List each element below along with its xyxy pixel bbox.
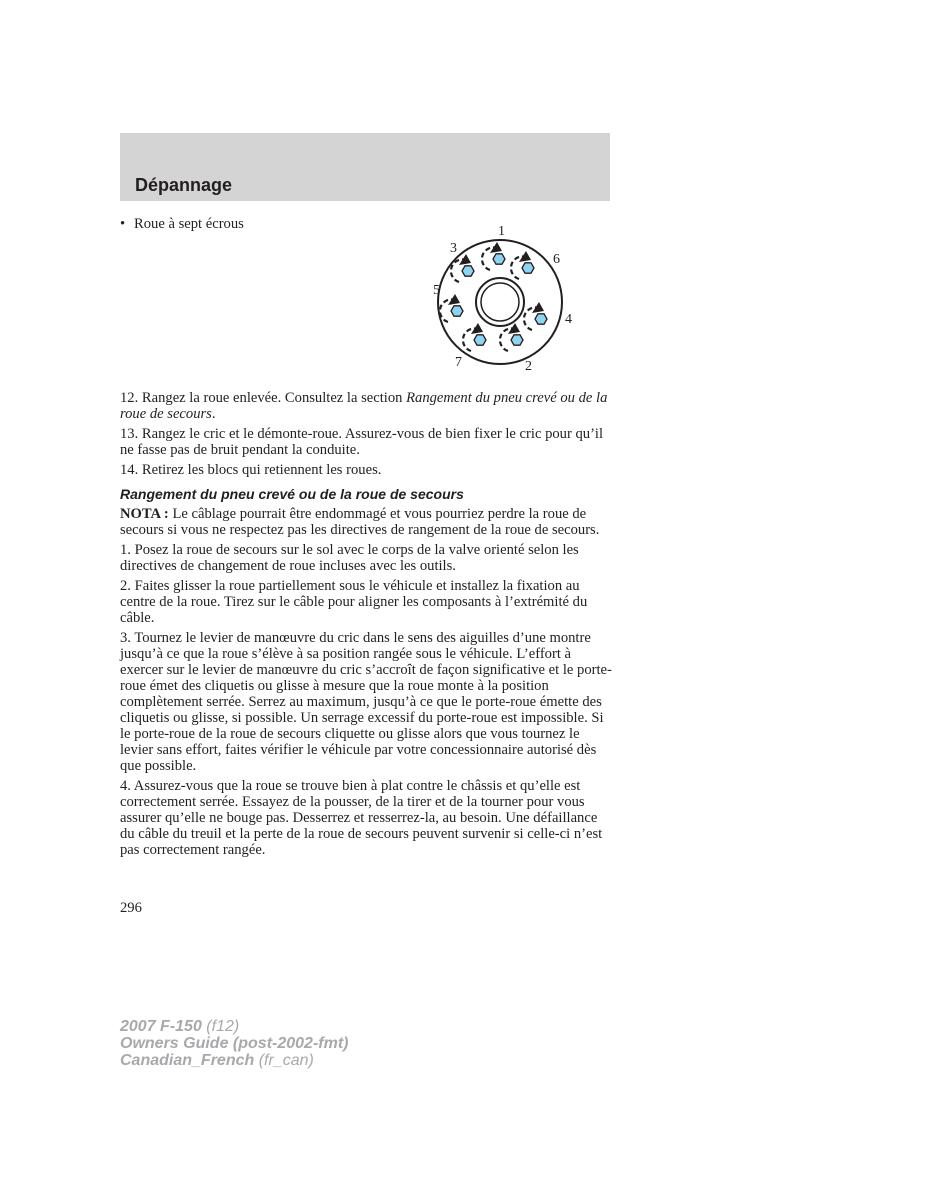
lug-nut-icon [535,314,547,324]
step-12-reference: Rangement du pneu crevé ou de la roue de secours [120,390,608,422]
storage-step-4: 4. Assurez-vous que la roue se trouve bien à plat contre le châssis et qu’elle est correctement serrée. Essayez de la pousser, de la tirer et de la tourner pour vous assurer qu’elle ne bouge pas. Desserrez et resserrez-la, au besoin. Une défaillance du câble du treuil et la perte de la roue de secours peuvent survenir si celle-ci n’est pas correctement rangée. [120,778,603,858]
arrowhead-icon [471,323,483,334]
nut-label-6: 6 [553,252,560,267]
arrowhead-icon [459,254,471,265]
footer-line-guide: Owners Guide (post-2002-fmt) [120,1035,349,1052]
step-12: 12. Rangez la roue enlevée. Consultez la section Rangement du pneu crevé ou de la roue de secours. [120,390,608,422]
bullet-item [120,216,244,232]
bullet-dot-icon: • [120,216,126,232]
nut-label-2: 2 [525,359,532,372]
bullet-text: Roue à sept écrous [134,216,244,232]
section-title: Dépannage [135,175,233,195]
lug-nut-sequence-diagram [425,222,575,372]
nut-label-3: 3 [450,241,457,256]
footer-line-locale: Canadian_French (fr_can) [120,1052,314,1069]
step-14: 14. Retirez les blocs qui retiennent les roues. [120,462,382,478]
section-header-bar [120,133,610,201]
storage-step-1: 1. Posez la roue de secours sur le sol avec le corps de la valve orienté selon les directives de changement de roue incluses avec les outils. [120,542,579,574]
arrowhead-icon [490,242,502,253]
nut-label-5: 5 [433,283,440,298]
wheel-hub-outer [476,278,524,326]
wheel-hub-inner [481,283,519,321]
lug-nut-icon [511,335,523,345]
arrowhead-icon [519,251,531,262]
lug-nut-icon [493,254,505,264]
section-subheading: Rangement du pneu crevé ou de la roue de secours [120,486,464,502]
lug-nut-icon [451,306,463,316]
storage-step-2: 2. Faites glisser la roue partiellement sous le véhicule et installez la fixation au centre de la roue. Tirez sur le câble pour aligner les composants à l’extrémité du câble. [120,578,588,626]
storage-step-3: 3. Tournez le levier de manœuvre du cric dans le sens des aiguilles d’une montre jusqu’à ce que la roue s’élève à sa position rangée sous le véhicule. L’effort à exercer sur le levier de manœuvre du cric s’accroît de façon significative et le porte-roue émet des cliquetis ou glisse à mesure que la roue monte à la position complètement serrée. Serrez au maximum, jusqu’à ce que le porte-roue émette des cliquetis ou glisse, si possible. Un serrage excessif du porte-roue est impossible. Si le porte-roue de la roue de secours cliquette ou glisse alors que vous tournez le levier sans effort, faites vérifier le véhicule par votre concessionnaire autorisé dès que possible. [120,630,612,774]
note-paragraph [120,506,615,538]
nut-label-1: 1 [498,224,505,239]
main-text [120,390,615,862]
page-number: 296 [120,900,142,916]
lug-nut-icon [474,335,486,345]
footer-line-model: 2007 F-150 (f12) [120,1018,240,1035]
note-label: NOTA : [120,506,169,522]
note-text: Le câblage pourrait être endommagé et vous pourriez perdre la roue de secours si vous ne respectez pas les directives de rangement de la roue de secours. [120,506,600,538]
arrowhead-icon [448,294,460,305]
document-footer [120,1018,348,1069]
nut-label-7: 7 [455,355,462,370]
arrowhead-icon [532,302,544,313]
nut-label-4: 4 [565,312,572,327]
step-13: 13. Rangez le cric et le démonte-roue. Assurez-vous de bien fixer le cric pour qu’il ne fasse pas de bruit pendant la conduite. [120,426,604,458]
lug-nut-icon [462,266,474,276]
lug-nut-icon [522,263,534,273]
